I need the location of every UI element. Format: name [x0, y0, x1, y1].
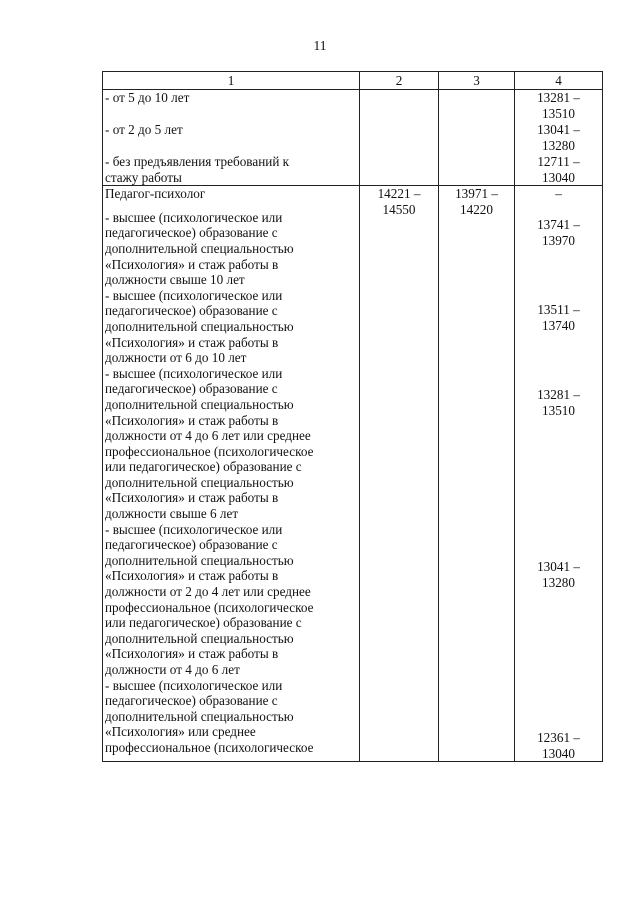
column-header: 4: [515, 72, 603, 90]
salary-table: [102, 71, 603, 762]
table-row: [103, 186, 603, 762]
salary-range: 12361 – 13040: [537, 730, 580, 761]
criterion-text: - высшее (психологическое или педагогическое) образование с дополнительной специальностью «Психология» и стаж работы в должности от 6 до 10 лет: [105, 287, 294, 366]
position-values-cell: [515, 186, 603, 762]
criterion-text: - от 2 до 5 лет: [105, 122, 183, 137]
criterion-text: - от 5 до 10 лет: [105, 90, 190, 105]
salary-range: 12711 – 13040: [537, 154, 580, 185]
salary-range: 13281 – 13510: [537, 387, 580, 418]
salary-range: 13281 – 13510: [537, 90, 580, 121]
salary-range: 13041 – 13280: [537, 559, 580, 590]
salary-range: 13041 – 13280: [537, 122, 580, 153]
column-header: 2: [360, 72, 439, 90]
table-header-row: [103, 72, 603, 90]
salary-range: 13971 – 14220: [455, 186, 498, 217]
criterion-text: - высшее (психологическое или педагогическое) образование с дополнительной специальностью «Психология» и стаж работы в должности от 2 до 4 лет или среднее профессиональное (психологическое или педагогическое) образование с дополнительной специальностью «Психология» и стаж работы в должности от 4 до 6 лет: [105, 521, 314, 677]
position-title: Педагог-психолог: [105, 186, 206, 202]
position-criteria-cell: [103, 186, 360, 762]
page-number: 11: [313, 38, 327, 53]
group-criteria-cell: [103, 90, 360, 186]
position-col3-cell: [439, 186, 515, 762]
empty-cell: [360, 90, 439, 186]
table-row: [103, 90, 603, 186]
criterion-text: - высшее (психологическое или педагогическое) образование с дополнительной специальностью «Психология» и стаж работы в должности свыше 10 лет: [105, 209, 294, 288]
salary-range: 13741 – 13970: [537, 217, 580, 248]
position-col2-cell: [360, 186, 439, 762]
column-header: 3: [439, 72, 515, 90]
salary-range: –: [555, 186, 562, 202]
salary-range: 14221 – 14550: [377, 186, 421, 217]
salary-range: 13511 – 13740: [537, 302, 580, 333]
column-header: 1: [103, 72, 360, 90]
criterion-text: - высшее (психологическое или педагогическое) образование с дополнительной специальностью «Психология» или среднее профессиональное (психологическое: [105, 677, 314, 755]
group-values-cell: [515, 90, 603, 186]
empty-cell: [439, 90, 515, 186]
criterion-text: - без предъявления требований к стажу работы: [105, 154, 290, 185]
criterion-text: - высшее (психологическое или педагогическое) образование с дополнительной специальностью «Психология» и стаж работы в должности от 4 до 6 лет или среднее профессиональное (психологическое или педагогическое) образование с дополнительной специальностью «Психология» и стаж работы в должности свыше 6 лет: [105, 365, 314, 522]
